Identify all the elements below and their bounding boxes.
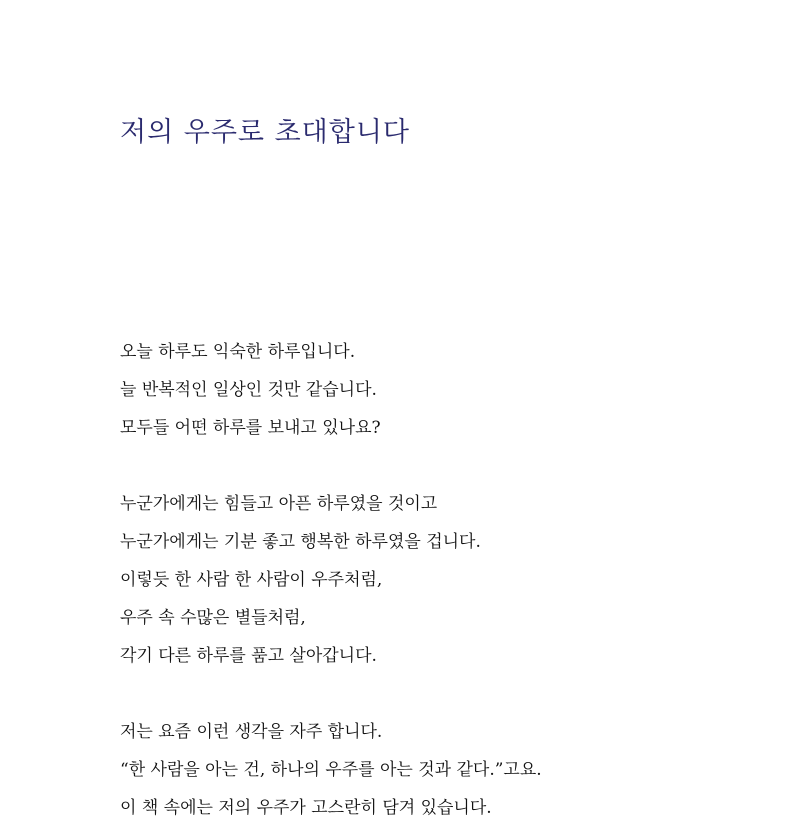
text-line: 누군가에게는 힘들고 아픈 하루였을 것이고 <box>120 494 438 514</box>
text-line: 각기 다른 하루를 품고 살아갑니다. <box>120 646 377 666</box>
page-title: 저의 우주로 초대합니다 <box>120 117 410 148</box>
text-line: 누군가에게는 기분 좋고 행복한 하루였을 겁니다. <box>120 532 481 552</box>
body-text <box>120 333 542 827</box>
text-line: 모두들 어떤 하루를 보내고 있나요? <box>120 418 381 438</box>
text-line: 늘 반복적인 일상인 것만 같습니다. <box>120 380 377 400</box>
paragraph-2 <box>120 485 542 675</box>
text-line: 저는 요즘 이런 생각을 자주 합니다. <box>120 722 383 742</box>
text-line: 이렇듯 한 사람 한 사람이 우주처럼, <box>120 570 383 590</box>
paragraph-3 <box>120 713 542 827</box>
paragraph-1 <box>120 333 542 447</box>
text-line: “한 사람을 아는 건, 하나의 우주를 아는 것과 같다.”고요. <box>120 760 542 780</box>
text-line: 이 책 속에는 저의 우주가 고스란히 담겨 있습니다. <box>120 798 492 818</box>
text-line: 오늘 하루도 익숙한 하루입니다. <box>120 342 356 362</box>
text-line: 우주 속 수많은 별들처럼, <box>120 608 306 628</box>
